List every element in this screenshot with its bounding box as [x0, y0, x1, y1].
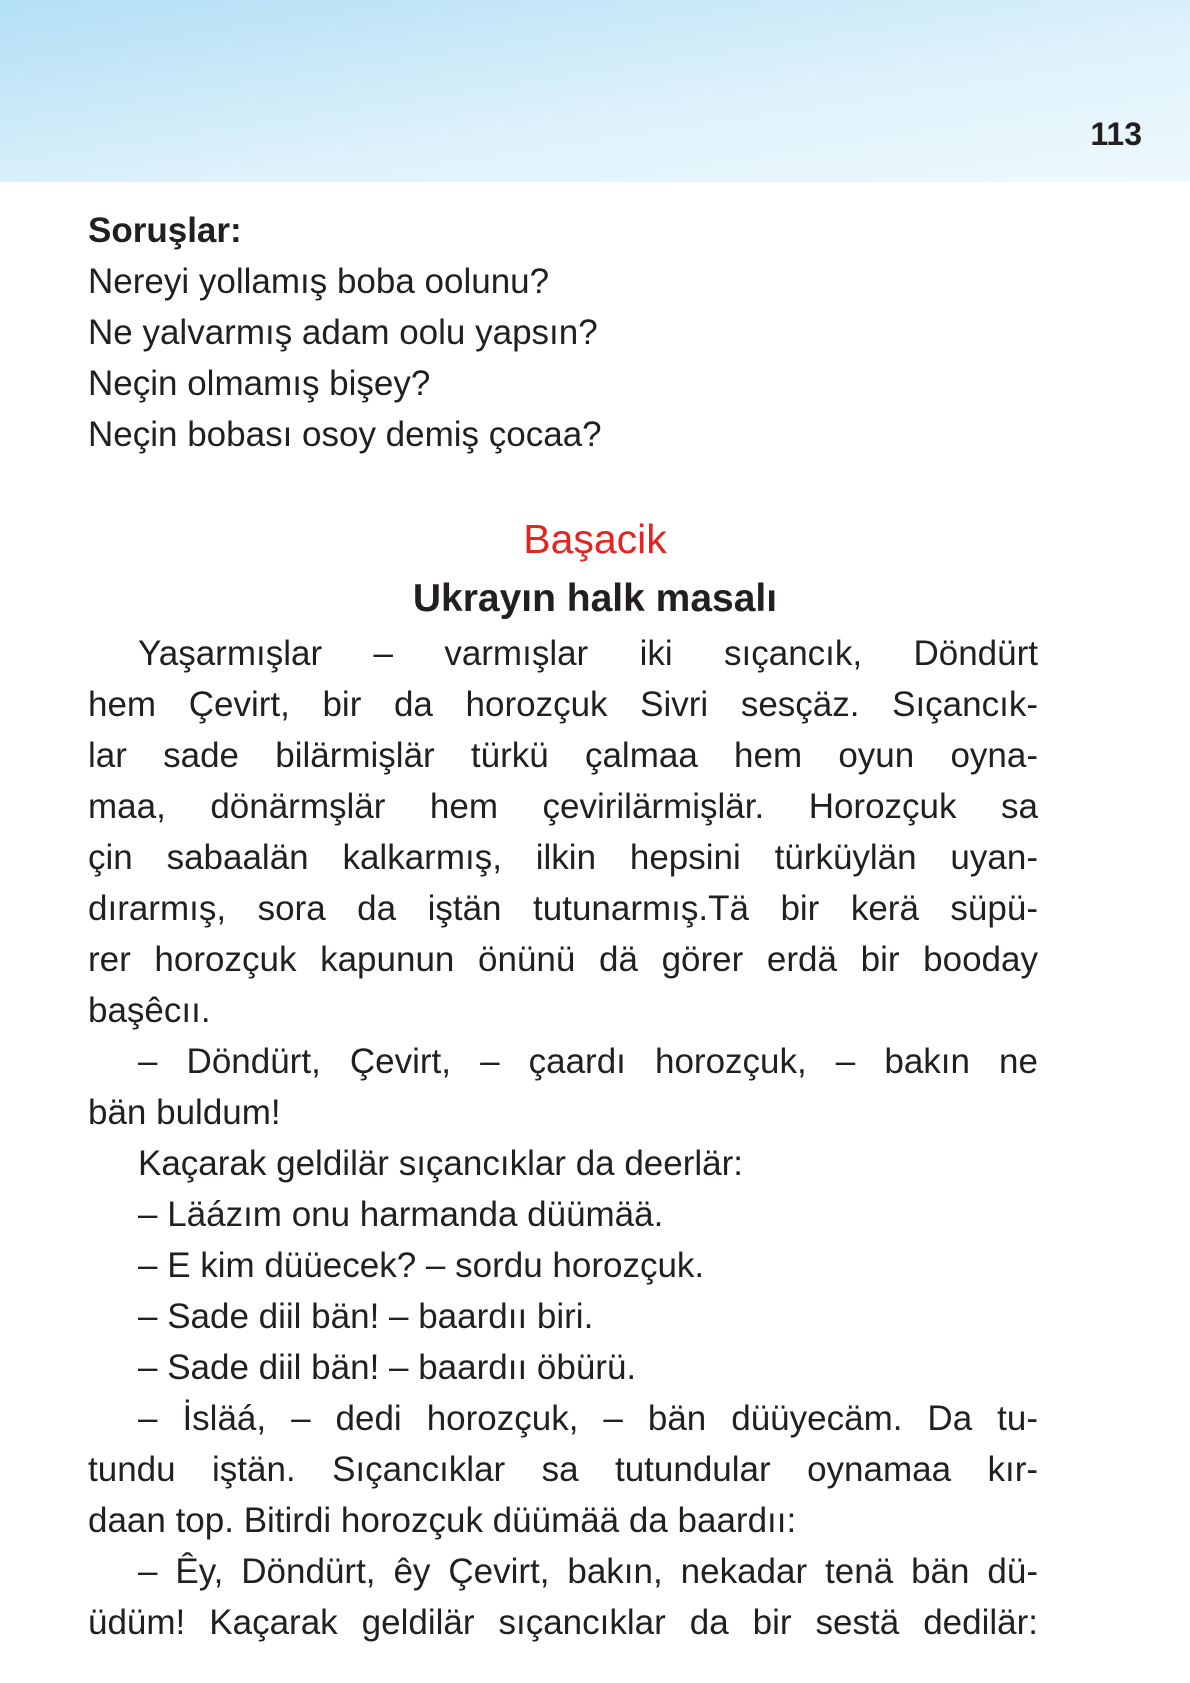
- story-line: – İsläá, – dedi horozçuk, – bän düüyecäm. Da tu-: [138, 1399, 1038, 1438]
- story-line: hem Çevirt, bir da horozçuk Sivri sesçäz. Sıçancık-: [88, 685, 1038, 724]
- story-line: – Sade diil bän! – baardıı biri.: [138, 1297, 594, 1336]
- story-line: tundu iştän. Sıçancıklar sa tutundular oynamaa kır-: [88, 1450, 1038, 1489]
- question-item: Nereyi yollamış boba oolunu?: [88, 262, 550, 301]
- story-line: – Läázım onu harmanda düümää.: [138, 1195, 664, 1234]
- questions-title: Soruşlar:: [88, 211, 242, 250]
- story-line: – E kim düüecek? – sordu horozçuk.: [138, 1246, 705, 1285]
- story-line: çin sabaalän kalkarmış, ilkin hepsini türküylän uyan-: [88, 838, 1038, 877]
- story-line: – Sade diil bän! – baardıı öbürü.: [138, 1348, 637, 1387]
- story-line: – Êy, Döndürt, êy Çevirt, bakın, nekadar tenä bän dü-: [138, 1552, 1038, 1591]
- story-subtitle: Ukrayın halk masalı: [412, 577, 778, 620]
- story-text: [88, 628, 1038, 1648]
- header-band: [0, 0, 1190, 182]
- question-item: Neçin bobası osoy demiş çocaa?: [88, 415, 602, 454]
- story-line: bän buldum!: [88, 1093, 281, 1132]
- story-line: lar sade bilärmişlär türkü çalmaa hem oyun oyna-: [88, 736, 1038, 775]
- story-title: Başacik: [523, 516, 667, 562]
- story-line: – Döndürt, Çevirt, – çaardı horozçuk, – bakın ne: [138, 1042, 1038, 1081]
- question-item: Neçin olmamış bişey?: [88, 364, 431, 403]
- story-line: maa, dönärmşlär hem çevirilärmişlär. Horozçuk sa: [88, 787, 1038, 826]
- story-line: Yaşarmışlar – varmışlar iki sıçancık, Döndürt: [138, 634, 1038, 673]
- story-line: daan top. Bitirdi horozçuk düümää da baardıı:: [88, 1501, 797, 1540]
- page-number: 113: [1090, 116, 1142, 152]
- story-line: başêcıı.: [88, 991, 211, 1030]
- story-line: Kaçarak geldilär sıçancıklar da deerlär:: [138, 1144, 744, 1183]
- questions-section: [88, 205, 1088, 460]
- story-line: dırarmış, sora da iştän tutunarmış.Tä bir kerä süpü-: [88, 889, 1038, 928]
- story-line: üdüm! Kaçarak geldilär sıçancıklar da bir sestä dedilär:: [88, 1603, 1038, 1642]
- story-line: rer horozçuk kapunun önünü dä görer erdä bir booday: [88, 940, 1038, 979]
- question-item: Ne yalvarmış adam oolu yapsın?: [88, 313, 598, 352]
